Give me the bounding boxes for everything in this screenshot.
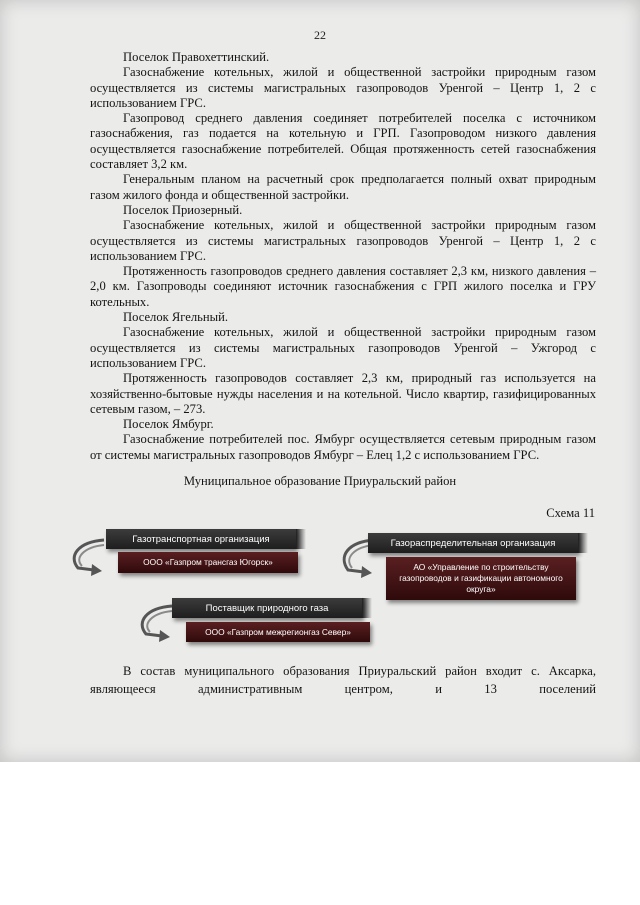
- schema-label: Схема 11: [546, 506, 595, 520]
- paragraph: Газоснабжение котельных, жилой и общественной застройки природным газом осуществляется из системы магистральных газопроводов Уренгой – Ужгород с использованием ГРС.: [90, 325, 596, 370]
- paragraph: Протяженность газопроводов среднего давления составляет 2,3 км, низкого давления – 2,0 км. Газопроводы соединяют источник газоснабжения с ГРП жилого поселка и ГРУ котельных.: [90, 264, 596, 309]
- paragraph: Газоснабжение котельных, жилой и общественной застройки природным газом осуществляется из системы магистральных газопроводов Уренгой – Центр 1, 2 с использованием ГРС.: [90, 218, 596, 263]
- body-text: [90, 50, 596, 463]
- paragraph: Генеральным планом на расчетный срок предполагается полный охват природным газом жилого фонда и общественной застройки.: [90, 172, 596, 202]
- supplier-org-label: ООО «Газпром межрегионгаз Север»: [205, 626, 351, 637]
- paragraph: Поселок Приозерный.: [123, 202, 243, 217]
- distribution-header-label: Газораспределительная организация: [390, 537, 556, 549]
- supplier-org-box: [186, 622, 370, 642]
- transport-org-box: [118, 552, 298, 573]
- supplier-header-label: Поставщик природного газа: [205, 602, 329, 614]
- paragraph: Поселок Ягельный.: [123, 310, 228, 325]
- distribution-org-box: [386, 557, 576, 600]
- paragraph: Газоснабжение потребителей пос. Ямбург осуществляется сетевым природным газом от системы магистральных газопроводов Ямбург – Елец 1,2 с использованием ГРС.: [90, 432, 596, 462]
- distribution-org-label: АО «Управление по строительству газопроводов и газификации автономного округа»: [399, 562, 563, 594]
- paragraph: Поселок Правохеттинский.: [123, 50, 270, 64]
- transport-org-label: ООО «Газпром трансгаз Югорск»: [143, 557, 273, 567]
- paragraph: В состав муниципального образования Приуральский район входит с. Аксарка, являющееся административным центром, и 13 поселений: [90, 664, 596, 696]
- distribution-header-box: [368, 533, 578, 553]
- section-heading: Муниципальное образование Приуральский район: [183, 474, 457, 488]
- transport-header-label: Газотранспортная организация: [132, 533, 270, 545]
- paragraph: Протяженность газопроводов составляет 2,3 км, природный газ используется на хозяйственно-бытовые нужды населения и на котельной. Число квартир, газифицированных сетевым газом, – 273.: [90, 371, 596, 416]
- transport-header-box: [106, 529, 296, 549]
- paragraph: Поселок Ямбург.: [123, 417, 214, 432]
- bottom-text: [90, 662, 596, 698]
- curved-arrow-icon: [64, 536, 110, 578]
- page-number: 22: [314, 28, 326, 42]
- supplier-header-box: [172, 598, 362, 618]
- paragraph: Газоснабжение котельных, жилой и общественной застройки природным газом осуществляется из системы магистральных газопроводов Уренгой – Центр 1, 2 с использованием ГРС.: [90, 65, 596, 110]
- paragraph: Газопровод среднего давления соединяет потребителей поселка с источником газоснабжения, газ подается на котельную и ГРП. Газопроводом низкого давления осуществляется газоснабжение потребителей. Общая протяженность сетей газоснабжения составляет 3,2 км.: [90, 111, 596, 172]
